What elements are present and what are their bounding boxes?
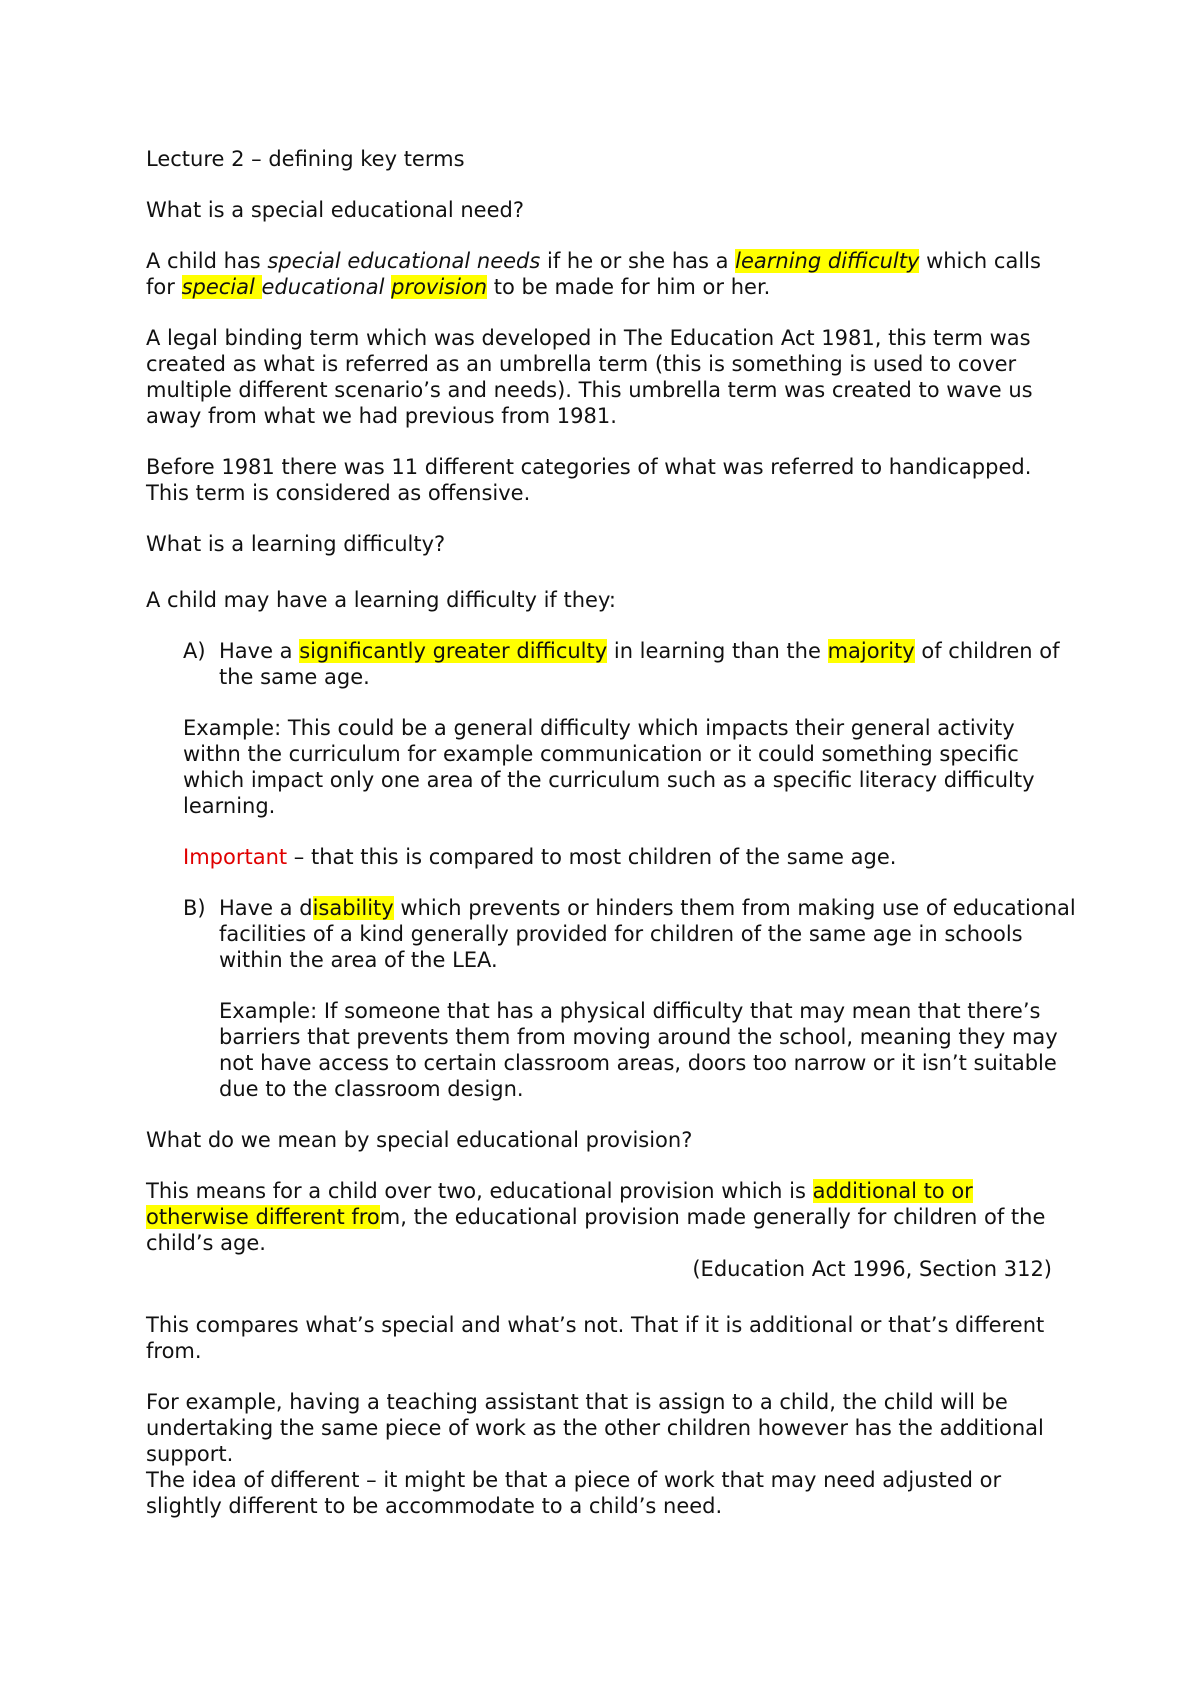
- highlighted-term: isability: [312, 896, 394, 920]
- before-1981-paragraph: Before 1981 there was 11 different categories of what was referred to handicapped. This term is considered as offensive.: [146, 455, 1032, 505]
- list-item-a: [146, 638, 1076, 690]
- list-item-b: [146, 895, 1076, 973]
- legal-term-paragraph: A legal binding term which was developed in The Education Act 1981, this term was created as what is referred as an umbrella term (this is something is used to cover multiple different scenario’s and needs). This umbrella term was created to wave us away from what we had previous from 1981.: [146, 326, 1033, 428]
- highlighted-term: significantly greater difficulty: [299, 639, 608, 663]
- page-title: Lecture 2 – defining key terms: [146, 147, 465, 171]
- definition-paragraph: [146, 248, 1076, 300]
- text-run: if he or she has a: [540, 249, 736, 273]
- text-run: in learning than the: [607, 639, 828, 663]
- text-run: which calls for: [146, 249, 1041, 299]
- italic-term: special educational needs: [267, 249, 541, 273]
- example-a-paragraph: Example: This could be a general difficulty which impacts their general activity withn the curriculum for example communication or it could something specific which impact only one area of the curriculum such as a specific literacy difficulty learning.: [183, 716, 1035, 818]
- highlighted-term: additional to or otherwise different fro: [146, 1179, 973, 1229]
- comparison-paragraph: This compares what’s special and what’s not. That if it is additional or that’s different from.: [146, 1313, 1045, 1363]
- text-run: which prevents or hinders them from making use of educational facilities of a kind generally provided for children of the same age in schools within the area of the LEA.: [219, 896, 1076, 972]
- learning-difficulty-intro: A child may have a learning difficulty if they:: [146, 588, 616, 612]
- document-page: [146, 146, 1076, 1544]
- highlighted-term: majority: [827, 639, 915, 663]
- example-b-paragraph: Example: If someone that has a physical difficulty that may mean that there’s barriers that prevents them from moving around the school, meaning they may not have access to certain classroom areas, doors too narrow or it isn’t suitable due to the classroom design.: [219, 999, 1058, 1101]
- important-note: [183, 844, 1076, 870]
- idea-of-different-paragraph: The idea of different – it might be that a piece of work that may need adjusted or slightly different to be accommodate to a child’s need.: [146, 1468, 1002, 1518]
- list-marker: B): [183, 896, 206, 920]
- text-run: Have a: [219, 639, 300, 663]
- text-run: of children of the same age.: [219, 639, 1060, 689]
- important-label: Important: [183, 845, 288, 869]
- important-text: – that this is compared to most children of the same age.: [287, 845, 897, 869]
- list-marker: A): [183, 639, 206, 663]
- provision-definition: [146, 1178, 1076, 1256]
- text-run: to be made for him or her.: [487, 275, 771, 299]
- text-run: A child has: [146, 249, 268, 273]
- citation: (Education Act 1996, Section 312): [692, 1257, 1052, 1281]
- text-run: This means for a child over two, educational provision which is: [146, 1179, 813, 1203]
- question-special-educational-provision: What do we mean by special educational provision?: [146, 1128, 693, 1152]
- question-learning-difficulty: What is a learning difficulty?: [146, 532, 446, 556]
- highlighted-term: special: [181, 275, 262, 299]
- question-special-educational-need: What is a special educational need?: [146, 198, 524, 222]
- italic-term: educational: [261, 275, 392, 299]
- highlighted-term: learning difficulty: [735, 249, 920, 273]
- text-run: Have a d: [219, 896, 313, 920]
- example-teaching-assistant: For example, having a teaching assistant that is assign to a child, the child will be undertaking the same piece of work as the other children however has the additional support.: [146, 1390, 1044, 1466]
- text-run: m, the educational provision made generally for children of the child’s age.: [146, 1205, 1046, 1255]
- highlighted-term: provision: [391, 275, 488, 299]
